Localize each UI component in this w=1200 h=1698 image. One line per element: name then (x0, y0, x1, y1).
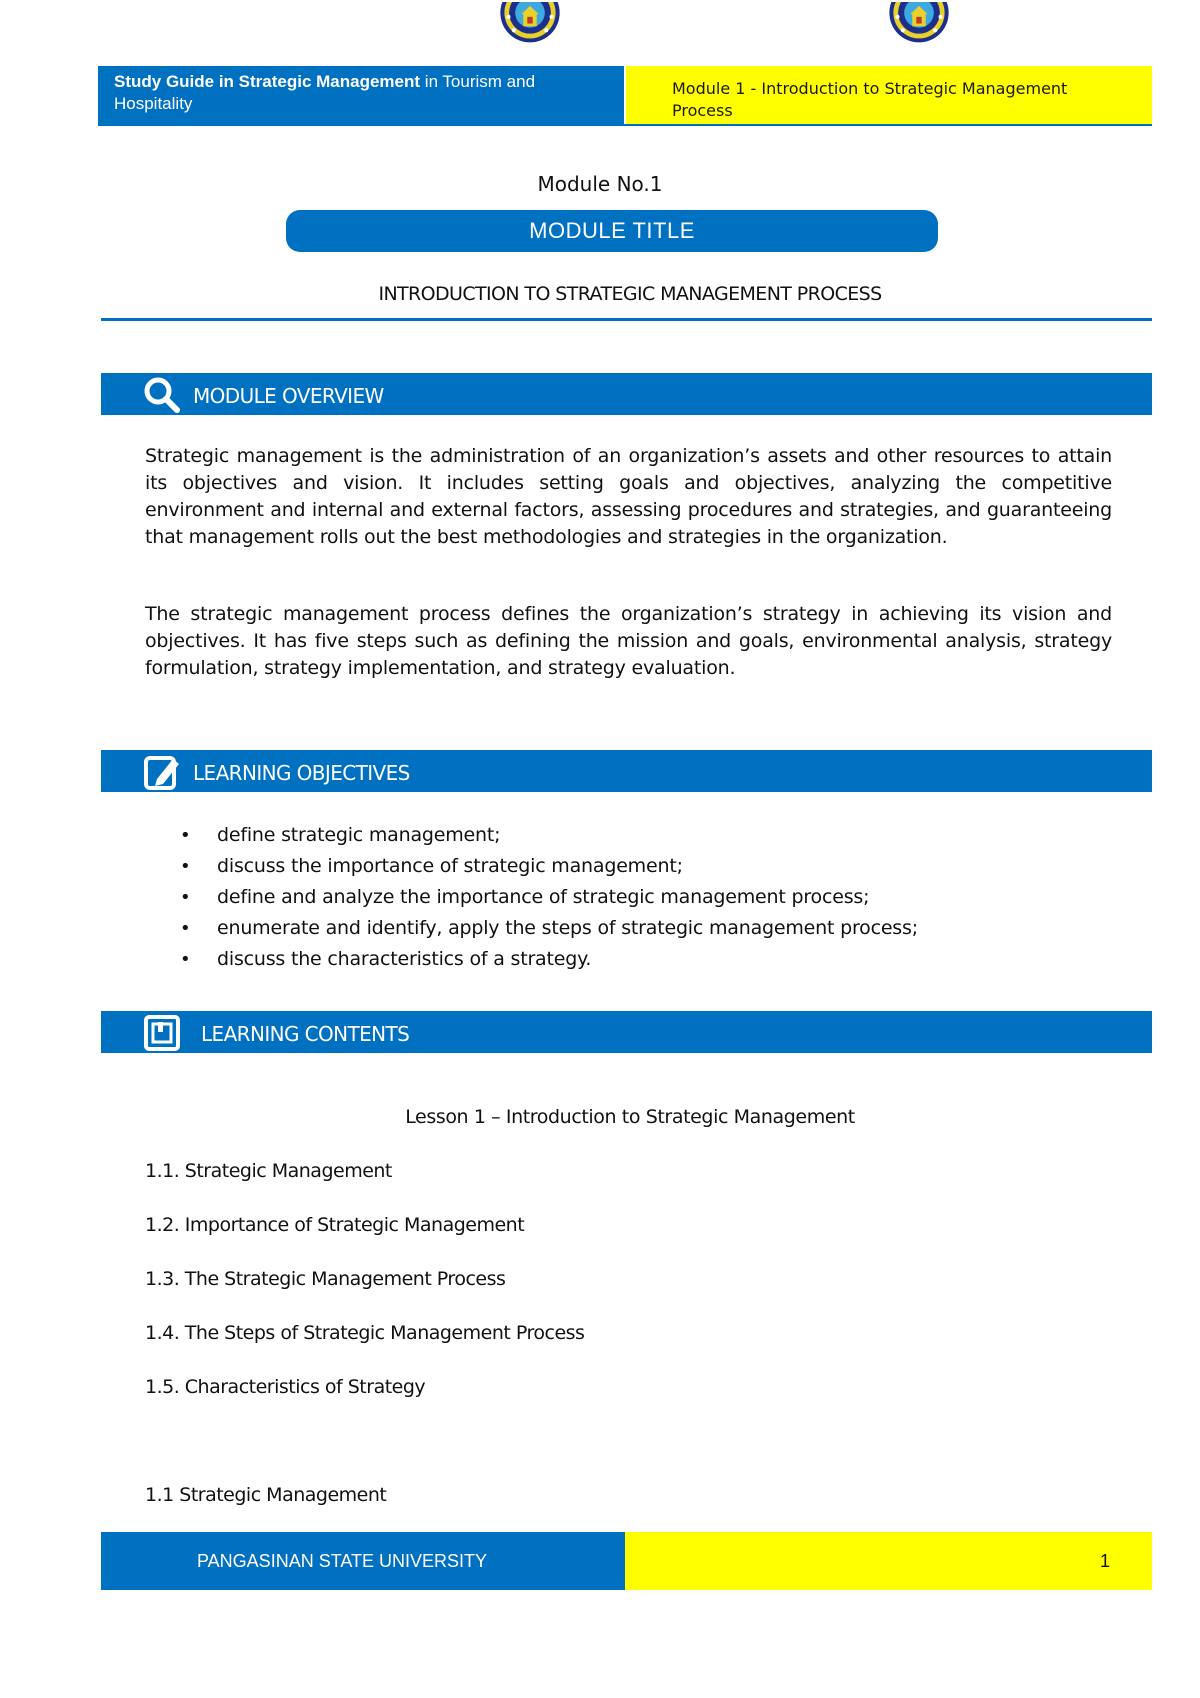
objective-item: • enumerate and identify, apply the steps of strategic management process; (180, 913, 918, 944)
title-divider (101, 318, 1152, 321)
toc-item: 1.4. The Steps of Strategic Management Process (145, 1322, 585, 1344)
module-title-banner: MODULE TITLE (286, 210, 938, 252)
toc-item: 1.5. Characteristics of Strategy (145, 1376, 426, 1398)
toc-item: 1.3. The Strategic Management Process (145, 1268, 506, 1290)
university-seal-icon-right (873, 2, 965, 64)
university-seal-icon-left (484, 2, 576, 64)
header-course-title-bold: Study Guide in Strategic Management (114, 72, 421, 91)
toc-item: 1.1. Strategic Management (145, 1160, 392, 1182)
section-bar-learning-contents (101, 1011, 1152, 1053)
section-heading-learning-contents: LEARNING CONTENTS (201, 1022, 410, 1046)
objective-item: • discuss the importance of strategic management; (180, 851, 918, 882)
lesson-title: Lesson 1 – Introduction to Strategic Management (405, 1106, 855, 1128)
header-course-title-rest: in Tourism and Hospitality (114, 72, 536, 113)
section-heading-module-overview: MODULE OVERVIEW (193, 384, 384, 408)
module-number: Module No.1 (537, 172, 663, 196)
objective-item: • define strategic management; (180, 820, 918, 851)
section-bar-module-overview (101, 373, 1152, 415)
header-course-title (98, 66, 624, 124)
header-divider (98, 124, 1152, 126)
objective-item: • discuss the characteristics of a strategy. (180, 944, 918, 975)
objectives-list (180, 820, 918, 975)
footer-university: PANGASINAN STATE UNIVERSITY (101, 1532, 625, 1590)
section-heading-learning-objectives: LEARNING OBJECTIVES (193, 761, 410, 785)
magnifier-icon (143, 376, 181, 414)
objective-item: • define and analyze the importance of strategic management process; (180, 882, 918, 913)
section-bar-learning-objectives (101, 750, 1152, 792)
overview-paragraph-2: The strategic management process defines the organization’s strategy in achieving its vision and objectives. It has five steps such as defining the mission and goals, environmental analysis, strategy formulation, strategy implementation, and strategy evaluation. (145, 603, 1112, 679)
book-icon (143, 1014, 181, 1052)
seal-emblem-left (484, 2, 576, 64)
overview-paragraph-1: Strategic management is the administration of an organization’s assets and other resources to attain its objectives and vision. It includes setting goals and objectives, analyzing the competitive environment and internal and external factors, assessing procedures and strategies, and guaranteeing that management rolls out the best methodologies and strategies in the organization. (145, 445, 1112, 548)
pencil-note-icon (143, 753, 181, 791)
header-module-label: Module 1 - Introduction to Strategic Management Process (626, 66, 1152, 124)
toc-item: 1.2. Importance of Strategic Management (145, 1214, 525, 1236)
section-heading-strategic-management: 1.1 Strategic Management (145, 1484, 387, 1506)
seal-emblem-right (873, 2, 965, 64)
page-title: INTRODUCTION TO STRATEGIC MANAGEMENT PROCESS (378, 283, 882, 305)
footer-page-number: 1 (625, 1532, 1152, 1590)
